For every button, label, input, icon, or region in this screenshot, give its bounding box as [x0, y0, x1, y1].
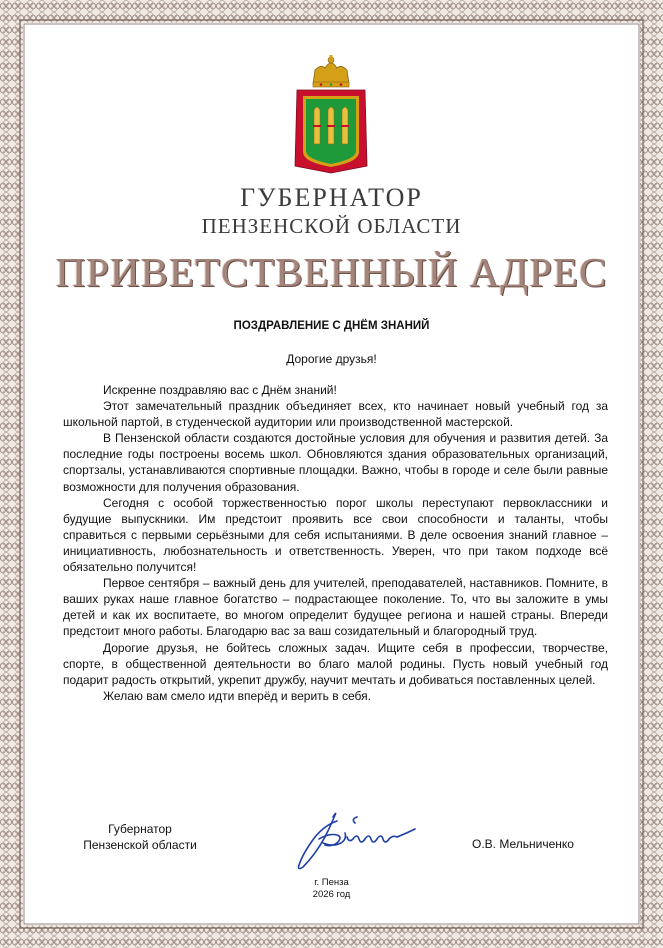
letter-body [63, 382, 608, 704]
paragraph: Сегодня с особой торжественностью порог школы переступают первоклассники и будущие выпускники. Им предстоит проявить все свои способности и таланты, чтобы справиться с первыми серьёзными для себя испытаниями. В деле освоения знаний главное – инициативность, любознательность и ответственность. Уверен, что при таком подходе всё обязательно получится! [63, 495, 608, 575]
document-heading: ПРИВЕТСТВЕННЫЙ АДРЕС [55, 249, 608, 295]
paragraph: Желаю вам смело идти вперёд и верить в себя. [103, 688, 371, 703]
signatory-name: О.В. Мельниченко [472, 837, 574, 851]
signatory-position [70, 821, 210, 853]
paragraph: Искренне поздравляю вас с Днём знаний! [103, 383, 337, 397]
governor-title: ГУБЕРНАТОР [240, 183, 423, 212]
greeting: Дорогие друзья! [286, 352, 377, 366]
paragraph: Первое сентября – важный день для учителей, преподавателей, наставников. Помните, в ваших руках наше главное богатство – подрастающее поколение. То, что вы заложите в умы детей и как их воспитаете, во многом определит будущее региона и нашей страны. Впереди предстоит много работы. Благодарю вас за ваш созидательный и благородный труд. [63, 576, 608, 639]
paragraph: В Пензенской области создаются достойные условия для обучения и развития детей. За последние годы построены восемь школ. Обновляются здания образовательных организаций, спортзалы, устанавливаются спортивные площадки. Важно, чтобы в городе и селе были равные возможности для получения образования. [63, 431, 608, 494]
signatory-position-line1: Губернатор [108, 822, 172, 836]
place: г. Пенза [314, 877, 349, 888]
coat-of-arms-icon [291, 54, 371, 174]
signature-icon [285, 803, 435, 875]
year: 2026 год [312, 889, 351, 900]
signatory-position-line2: Пензенской области [83, 838, 197, 852]
region-title: ПЕНЗЕНСКОЙ ОБЛАСТИ [201, 214, 462, 238]
paragraph: Дорогие друзья, не бойтесь сложных задач. Ищите себя в профессии, творчестве, спорте, в общественной деятельности во благо малой родины. Пусть новый учебный год подарит радость открытий, укрепит дружбу, научит мечтать и добиваться поставленных целей. [63, 640, 608, 687]
place-and-date [0, 877, 663, 901]
paragraph: Этот замечательный праздник объединяет всех, кто начинает новый учебный год за школьной партой, в студенческой аудитории или производственной мастерской. [63, 399, 608, 430]
document-subtitle: ПОЗДРАВЛЕНИЕ С ДНЁМ ЗНАНИЙ [233, 320, 430, 332]
